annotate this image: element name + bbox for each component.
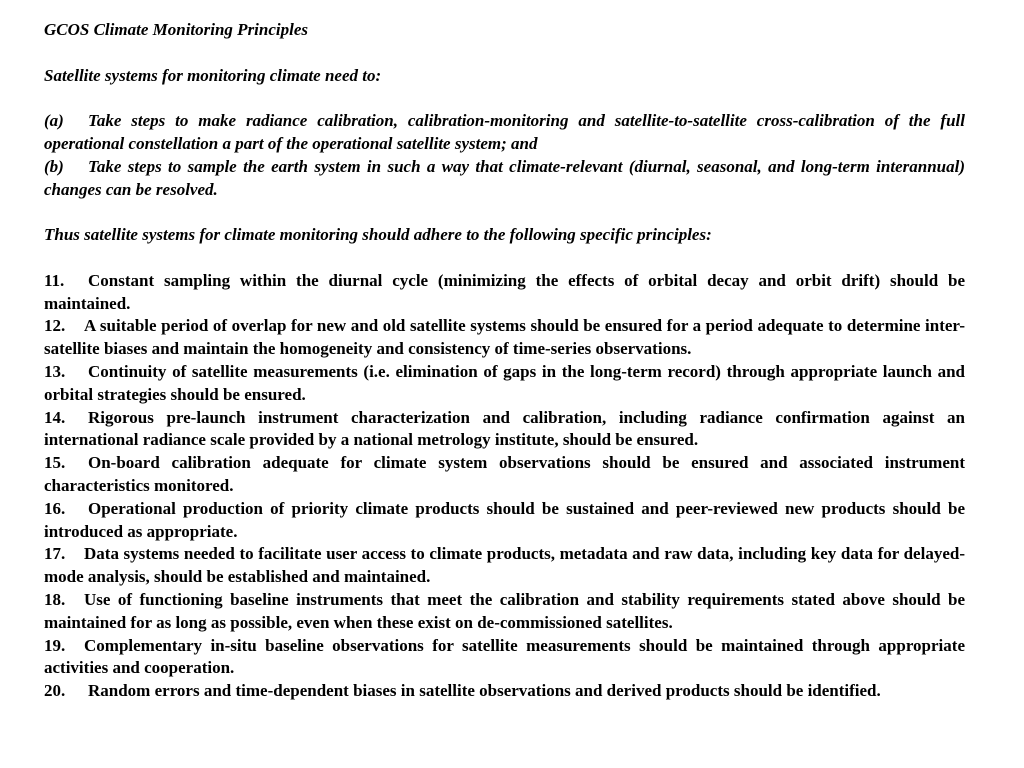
principle-text: Random errors and time-dependent biases in satellite observations and derived products should be identified.: [88, 681, 881, 701]
document-body: [44, 19, 965, 703]
principle-number: 15.: [44, 453, 66, 473]
spacer: [44, 201, 965, 224]
document-title: GCOS Climate Monitoring Principles: [44, 20, 309, 39]
principle-item: [44, 543, 965, 589]
spacer: [44, 247, 965, 270]
principle-text: Complementary in-situ baseline observations for satellite measurements should be maintained through appropriate activities and cooperation.: [44, 635, 965, 678]
need-item-a: [44, 110, 965, 156]
principle-item: [44, 452, 965, 498]
principle-item: [44, 589, 965, 635]
principle-number: 11.: [44, 270, 65, 290]
need-marker: (a): [44, 111, 64, 131]
need-text: Take steps to sample the earth system in such a way that climate-relevant (diurnal, seasonal, and long-term interannual) changes can be resolved.: [44, 156, 965, 199]
principle-number: 20.: [44, 681, 66, 701]
principle-item: [44, 635, 965, 681]
principle-text: A suitable period of overlap for new and old satellite systems should be ensured for a period adequate to determine inter-satellite biases and maintain the homogeneity and consistency of time-series observations.: [44, 316, 965, 359]
intro-text: Satellite systems for monitoring climate need to:: [44, 65, 382, 85]
principle-number: 12.: [44, 316, 66, 336]
principle-item: [44, 498, 965, 544]
principle-number: 19.: [44, 635, 66, 655]
principle-text: Operational production of priority climate products should be sustained and peer-reviewed new products should be introduced as appropriate.: [44, 498, 965, 541]
need-text: Take steps to make radiance calibration, calibration-monitoring and satellite-to-satellite cross-calibration of the full operational constellation a part of the operational satellite system; and: [44, 111, 965, 153]
principle-text: Use of functioning baseline instruments that meet the calibration and stability requirements stated above should be maintained for as long as possible, even when these exist on de-commissioned satellites.: [44, 589, 965, 632]
principle-item: [44, 270, 965, 316]
principle-text: Data systems needed to facilitate user access to climate products, metadata and raw data, including key data for delayed-mode analysis, should be established and maintained.: [44, 544, 965, 587]
principle-item: [44, 680, 965, 703]
need-marker: (b): [44, 156, 64, 176]
spacer: [44, 87, 965, 110]
principle-item: [44, 315, 965, 361]
principle-number: 16.: [44, 498, 66, 518]
principles-lead: Thus satellite systems for climate monitoring should adhere to the following specific principles:: [44, 225, 712, 245]
principle-text: Rigorous pre-launch instrument characterization and calibration, including radiance confirmation against an international radiance scale provided by a national metrology institute, should be ensured.: [44, 407, 965, 450]
need-item-b: [44, 156, 965, 202]
principle-text: Constant sampling within the diurnal cycle (minimizing the effects of orbital decay and orbit drift) should be maintained.: [44, 270, 965, 313]
principle-number: 17.: [44, 544, 66, 564]
principle-text: Continuity of satellite measurements (i.e. elimination of gaps in the long-term record) through appropriate launch and orbital strategies should be ensured.: [44, 361, 965, 404]
principle-item: [44, 407, 965, 453]
principle-text: On-board calibration adequate for climate system observations should be ensured and associated instrument characteristics monitored.: [44, 453, 965, 495]
principle-item: [44, 361, 965, 407]
principle-number: 18.: [44, 589, 66, 609]
principle-number: 13.: [44, 361, 66, 381]
spacer: [44, 42, 965, 65]
principle-number: 14.: [44, 407, 66, 427]
